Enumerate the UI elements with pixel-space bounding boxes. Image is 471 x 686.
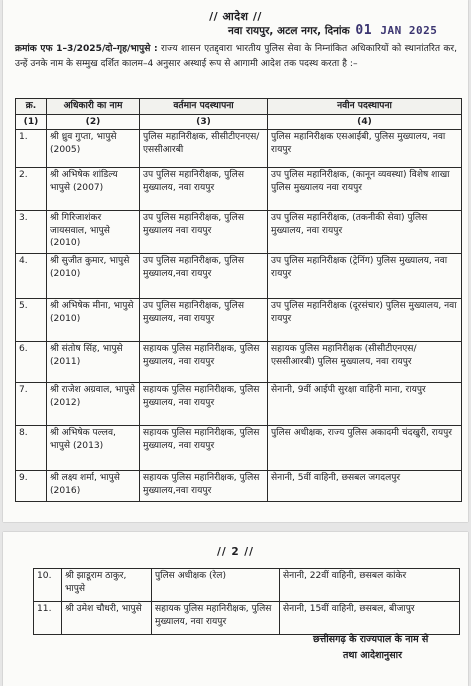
table-header-row (16, 99, 462, 115)
serial-cell: 3. (16, 211, 47, 254)
table-row (16, 130, 462, 168)
current-posting-cell: सहायक पुलिस महानिरीक्षक, पुलिस मुख्यालय, नवा रायपुर (152, 602, 280, 635)
officer-name-cell: श्री सुजीत कुमार, भापुसे (2010) (47, 254, 140, 299)
column-index: (3) (140, 114, 268, 130)
new-posting-cell: उप पुलिस महानिरीक्षक, (तकनीकी सेवा) पुलिस मुख्यालय, नवा रायपुर (268, 211, 462, 254)
officer-name-cell: श्री अभिषेक शांडिल्य भापुसे (2007) (47, 168, 140, 211)
current-posting-cell: सहायक पुलिस महानिरीक्षक, पुलिस मुख्यालय,नवा रायपुर (140, 471, 268, 502)
column-index: (4) (268, 114, 462, 130)
table-row (16, 426, 462, 471)
new-posting-cell: सहायक पुलिस महानिरीक्षक (सीसीटीएनएस/एससीआरबी) पुलिस मुख्यालय, नवा रायपुर (268, 342, 462, 383)
order-title: // आदेश // (209, 10, 262, 23)
table-row (16, 342, 462, 383)
transfer-table-continued (33, 568, 460, 635)
current-posting-cell: पुलिस अधीक्षक (रेल) (152, 569, 280, 602)
page-number: // 2 // (217, 546, 254, 558)
table-row (16, 299, 462, 342)
header-current-posting: वर्तमान पदस्थापना (140, 99, 268, 115)
date-stamp (355, 23, 437, 38)
new-posting-cell: पुलिस अधीक्षक, राज्य पुलिस अकादमी चंदखुरी, रायपुर (268, 426, 462, 471)
header-new-posting: नवीन पदस्थापना (268, 99, 462, 115)
current-posting-cell: सहायक पुलिस महानिरीक्षक, पुलिस मुख्यालय, नवा रायपुर (140, 342, 268, 383)
preamble-text: राज्य शासन एतद्द्वारा भारतीय पुलिस सेवा के निम्नांकित अधिकारियों को स्थानांतरित कर, उन्हें उनके नाम के सम्मुख दर्शित कालम–4 अनुसार अस्थाई रूप से आगामी आदेश तक पदस्थ करता है :– (15, 44, 458, 69)
order-number: क्रमांक एफ 1–3/2025/दो–गृह/भापुसे : (15, 44, 158, 54)
table-row (16, 168, 462, 211)
current-posting-cell: उप पुलिस महानिरीक्षक, पुलिस मुख्यालय, नवा रायपुर (140, 168, 268, 211)
order-page-2 (3, 532, 468, 686)
order-page-1 (3, 0, 468, 522)
serial-cell: 8. (16, 426, 47, 471)
new-posting-cell: उप पुलिस महानिरीक्षक (दूरसंचार) पुलिस मुख्यालय, नवा रायपुर (268, 299, 462, 342)
serial-cell: 9. (16, 471, 47, 502)
officer-name-cell: श्री संतोष सिंह, भापुसे (2011) (47, 342, 140, 383)
current-posting-cell: सहायक पुलिस महानिरीक्षक, पुलिस मुख्यालय, नवा रायपुर (140, 426, 268, 471)
serial-cell: 4. (16, 254, 47, 299)
current-posting-cell: उप पुलिस महानिरीक्षक, पुलिस मुख्यालय नवा रायपुर (140, 211, 268, 254)
signature-line-1: छत्तीसगढ़ के राज्यपाल के नाम से (313, 634, 429, 645)
new-posting-cell: उप पुलिस महानिरीक्षक, (कानून व्यवस्था) विशेष शाखा पुलिस मुख्यालय नवा रायपुर (268, 168, 462, 211)
serial-cell: 7. (16, 383, 47, 426)
officer-name-cell: श्री झाडूराम ठाकुर, भापुसे (62, 569, 152, 602)
serial-cell: 10. (34, 569, 62, 602)
officer-name-cell: श्री अभिषेक पल्लव, भापुसे (2013) (47, 426, 140, 471)
place-date-line (228, 23, 437, 38)
date-stamp-month: JAN 2025 (380, 24, 438, 37)
place-date-text: नवा रायपुर, अटल नगर, दिनांक (228, 25, 350, 37)
table-row (16, 254, 462, 299)
table-row (34, 602, 460, 635)
header-officer-name: अधिकारी का नाम (47, 99, 140, 115)
column-index-row (16, 114, 462, 130)
transfer-table (15, 98, 462, 502)
officer-name-cell: श्री गिरिजाशंकर जायसवाल, भापुसे (2010) (47, 211, 140, 254)
officer-name-cell: श्री ध्रुव गुप्ता, भापुसे (2005) (47, 130, 140, 168)
table-row (16, 211, 462, 254)
current-posting-cell: उप पुलिस महानिरीक्षक, पुलिस मुख्यालय, नवा रायपुर (140, 299, 268, 342)
header-serial: क्र. (16, 99, 47, 115)
new-posting-cell: उप पुलिस महानिरीक्षक (ट्रेनिंग) पुलिस मुख्यालय, नवा रायपुर (268, 254, 462, 299)
serial-cell: 6. (16, 342, 47, 383)
serial-cell: 11. (34, 602, 62, 635)
new-posting-cell: पुलिस महानिरीक्षक एसआईबी, पुलिस मुख्यालय, नवा रायपुर (268, 130, 462, 168)
table-row (16, 383, 462, 426)
current-posting-cell: पुलिस महानिरीक्षक, सीसीटीएनएस/एससीआरबी (140, 130, 268, 168)
officer-name-cell: श्री राजेश अग्रवाल, भापुसे (2012) (47, 383, 140, 426)
table-row (16, 471, 462, 502)
officer-name-cell: श्री लक्ष्य शर्मा, भापुसे (2016) (47, 471, 140, 502)
date-stamp-day: 01 (355, 23, 373, 38)
current-posting-cell: उप पुलिस महानिरीक्षक, पुलिस मुख्यालय,नवा रायपुर (140, 254, 268, 299)
new-posting-cell: सेनानी, 22वीं वाहिनी, छसबल कांकेर (280, 569, 460, 602)
officer-name-cell: श्री उमेश चौधरी, भापुसे (62, 602, 152, 635)
column-index: (2) (47, 114, 140, 130)
new-posting-cell: सेनानी, 5वीं वाहिनी, छसबल जगदलपुर (268, 471, 462, 502)
serial-cell: 1. (16, 130, 47, 168)
table-row (34, 569, 460, 602)
serial-cell: 2. (16, 168, 47, 211)
officer-name-cell: श्री अभिषेक मीना, भापुसे (2010) (47, 299, 140, 342)
current-posting-cell: सहायक पुलिस महानिरीक्षक, पुलिस मुख्यालय, नवा रायपुर (140, 383, 268, 426)
serial-cell: 5. (16, 299, 47, 342)
new-posting-cell: सेनानी, 9वीं आईपी सुरक्षा वाहिनी माना, रायपुर (268, 383, 462, 426)
order-preamble (15, 42, 457, 71)
new-posting-cell: सेनानी, 15वीं वाहिनी, छसबल, बीजापुर (280, 602, 460, 635)
column-index: (1) (16, 114, 47, 130)
signature-line-2: तथा आदेशानुसार (343, 650, 402, 661)
